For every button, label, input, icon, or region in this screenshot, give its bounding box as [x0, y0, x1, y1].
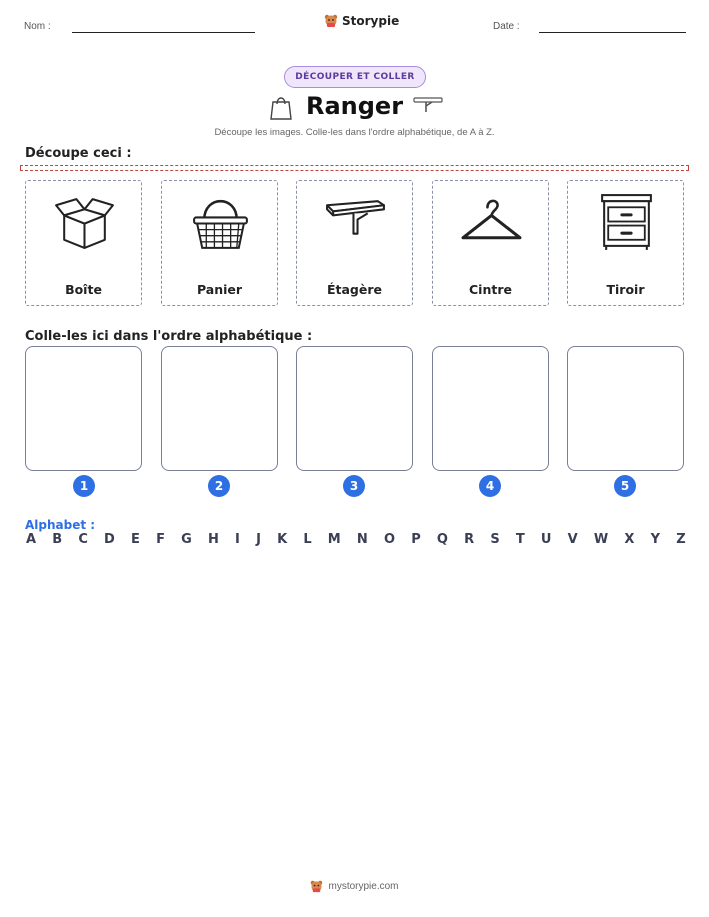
paste-box-1[interactable]: [25, 346, 142, 471]
alphabet-letter: X: [624, 532, 635, 547]
cut-label: Tiroir: [606, 282, 645, 297]
cut-line: [20, 165, 689, 171]
alphabet-letter: W: [593, 532, 609, 547]
alphabet-letter: G: [181, 532, 192, 547]
cut-label: Cintre: [469, 282, 512, 297]
paste-box-3[interactable]: [296, 346, 413, 471]
paste-box-4[interactable]: [432, 346, 549, 471]
alphabet-letter: U: [540, 532, 552, 547]
alphabet-letter: D: [104, 532, 115, 547]
drawer-icon: [594, 189, 659, 254]
bear-icon: [310, 880, 323, 893]
alphabet-letter: K: [277, 532, 288, 547]
cut-label: Boîte: [65, 282, 102, 297]
box-icon: [52, 189, 117, 254]
alphabet-letter: O: [383, 532, 396, 547]
alphabet-letter: J: [256, 532, 261, 547]
name-line[interactable]: [72, 32, 255, 33]
alphabet-letter: V: [567, 532, 578, 547]
number-badge: 5: [614, 475, 636, 497]
name-label: Nom :: [24, 21, 51, 32]
paste-box-2[interactable]: [161, 346, 278, 471]
date-label: Date :: [493, 21, 520, 32]
alphabet-letter: B: [52, 532, 63, 547]
basket-icon: [188, 189, 253, 254]
activity-badge: DÉCOUPER ET COLLER: [284, 66, 426, 88]
cut-heading: Découpe ceci :: [25, 146, 132, 161]
alphabet-row: [26, 532, 686, 547]
alphabet-heading: Alphabet :: [25, 518, 96, 532]
alphabet-letter: Z: [676, 532, 686, 547]
cut-card-drawer[interactable]: [567, 180, 684, 306]
paste-box-5[interactable]: [567, 346, 684, 471]
alphabet-letter: A: [26, 532, 37, 547]
alphabet-letter: F: [156, 532, 165, 547]
footer-link[interactable]: mystorypie.com: [328, 881, 399, 892]
cut-label: Panier: [196, 282, 243, 297]
page-title: Ranger: [305, 92, 404, 120]
number-badge: 3: [343, 475, 365, 497]
alphabet-letter: S: [490, 532, 500, 547]
alphabet-letter: Q: [436, 532, 448, 547]
instructions: Découpe les images. Colle-les dans l'ordre alphabétique, de A à Z.: [214, 127, 495, 138]
bear-icon: [324, 14, 338, 28]
date-line[interactable]: [539, 32, 686, 33]
shelf-small-icon: [412, 96, 444, 118]
alphabet-letter: L: [303, 532, 312, 547]
alphabet-letter: E: [131, 532, 140, 547]
number-badge: 4: [479, 475, 501, 497]
alphabet-letter: R: [464, 532, 475, 547]
brand-name: Storypie: [342, 14, 400, 28]
alphabet-letter: Y: [650, 532, 661, 547]
paste-heading: Colle-les ici dans l'ordre alphabétique :: [25, 329, 313, 344]
alphabet-letter: N: [356, 532, 368, 547]
cut-card-shelf[interactable]: [296, 180, 413, 306]
alphabet-letter: I: [235, 532, 240, 547]
shelf-icon: [323, 189, 388, 254]
hanger-icon: [459, 189, 524, 254]
number-badge: 2: [208, 475, 230, 497]
alphabet-letter: M: [327, 532, 341, 547]
alphabet-letter: H: [207, 532, 219, 547]
cut-card-hanger[interactable]: [432, 180, 549, 306]
cut-label: Étagère: [326, 282, 383, 297]
alphabet-letter: C: [78, 532, 88, 547]
cut-card-box[interactable]: [25, 180, 142, 306]
number-badge: 1: [73, 475, 95, 497]
alphabet-letter: P: [411, 532, 421, 547]
cut-card-basket[interactable]: [161, 180, 278, 306]
brand-logo: [324, 14, 399, 28]
footer: [0, 880, 709, 893]
alphabet-letter: T: [515, 532, 525, 547]
